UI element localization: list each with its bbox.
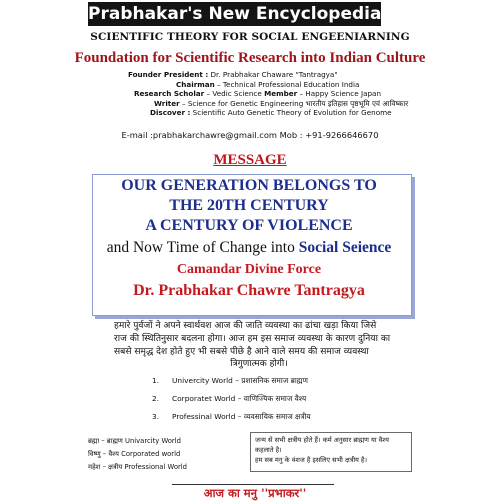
message-line-2: THE 20TH CENTURY (169, 197, 329, 214)
credit-value: – Science for Genetic Engineering भारतीय इतिहास पृष्ठभूमि एवं आविष्कार (179, 98, 409, 108)
hindi-paragraph (114, 320, 404, 371)
credit-label: Research Scholar (134, 89, 205, 99)
deity-item: महेश – क्षत्रीय Professional World (88, 463, 187, 471)
credit-value: Scientific Auto Genetic Theory of Evolution for Genome (190, 108, 392, 118)
note-box (250, 432, 412, 472)
paragraph-line: राज की स्थितिनुसार बदलना होगा। आज हम इस समाज व्यवस्था के कारण दुनिया का (114, 333, 391, 344)
credit-value: Dr. Prabhakar Chaware "Tantragya" (208, 70, 338, 79)
credit-value: – Vedic Science (204, 89, 265, 99)
credit-discover (128, 108, 428, 118)
footer-divider (172, 484, 334, 485)
credit-label: Writer (154, 98, 180, 108)
world-item (152, 376, 308, 386)
paragraph-line: त्रिगुणात्मक होगी। (230, 359, 288, 370)
deity-list (88, 435, 238, 474)
encyclopedia-title: Prabhakar's New Encyclopedia (88, 4, 382, 24)
note-line: जन्म से सभी क्षत्रीय होते हैं। कर्म अनुसार ब्राह्मण या वैश्य (255, 436, 389, 444)
paragraph-line: हमारे पुर्वजों ने अपने स्वार्थवश आज की जाति व्यवस्था का ढांचा खड़ा किया जिसे (114, 321, 377, 331)
world-number: 3. (152, 412, 160, 421)
contact-line: E-mail :prabhakarchawre@gmail.com Mob : +91-9266646670 (121, 130, 379, 140)
credit-research (128, 89, 428, 99)
footer-signature: आज का मनु ''प्रभाकर'' (203, 486, 307, 500)
message-line-4-accent: Social Seience (298, 239, 392, 256)
message-heading: MESSAGE (213, 152, 287, 168)
credit-label: Chairman (176, 79, 215, 89)
credit-label: Member (264, 89, 298, 99)
message-line-1: OUR GENERATION BELONGS TO (121, 177, 377, 194)
credit-writer (128, 99, 428, 109)
credits-block (128, 70, 428, 118)
world-number: 2. (152, 394, 160, 403)
credit-label: Founder President : (128, 70, 209, 79)
credit-value: – Technical Professional Education India (214, 79, 360, 89)
credit-value: – Happy Science Japan (297, 89, 382, 99)
message-author: Dr. Prabhakar Chawre Tantragya (133, 282, 365, 299)
message-line-4-prefix: and Now Time of Change into (106, 239, 299, 256)
paragraph-line: सबसे समृद्ध देश होते हुए भी सबसे पीछे है आने वाले समय की समाज व्यवस्था (114, 346, 369, 357)
note-line: कहलाते है। (255, 446, 282, 454)
subtitle: SCIENTIFIC THEORY FOR SOCIAL ENGEENIARNING (90, 31, 410, 43)
world-item (152, 412, 311, 422)
world-text: Univercity World – प्रशासनिक समाज ब्राह्मण (172, 376, 308, 385)
deity-item: विष्णु – वैश्य Corporated world (88, 450, 181, 458)
world-text: Corporatet World – वाणिज्यिक समाज वैश्य (172, 394, 307, 403)
credit-label: Discover : (150, 108, 191, 118)
world-item (152, 394, 306, 404)
world-text: Professinal World – व्यवसायिक समाज क्षत्रीय (172, 412, 311, 421)
credit-founder (128, 70, 428, 80)
note-line: हम सब मनु के वंशज है इसलिए सभी क्षत्रीय है। (255, 456, 367, 464)
credit-chairman (128, 80, 428, 90)
message-line-5: Camandar Divine Force (176, 262, 322, 277)
message-line-4 (84, 239, 414, 257)
world-number: 1. (152, 376, 160, 385)
message-line-3: A CENTURY OF VIOLENCE (145, 217, 353, 234)
foundation-name: Foundation for Scientific Research into Indian Culture (74, 50, 426, 66)
deity-item: ब्रह्मा – ब्राह्मण Univarcity World (88, 437, 181, 445)
